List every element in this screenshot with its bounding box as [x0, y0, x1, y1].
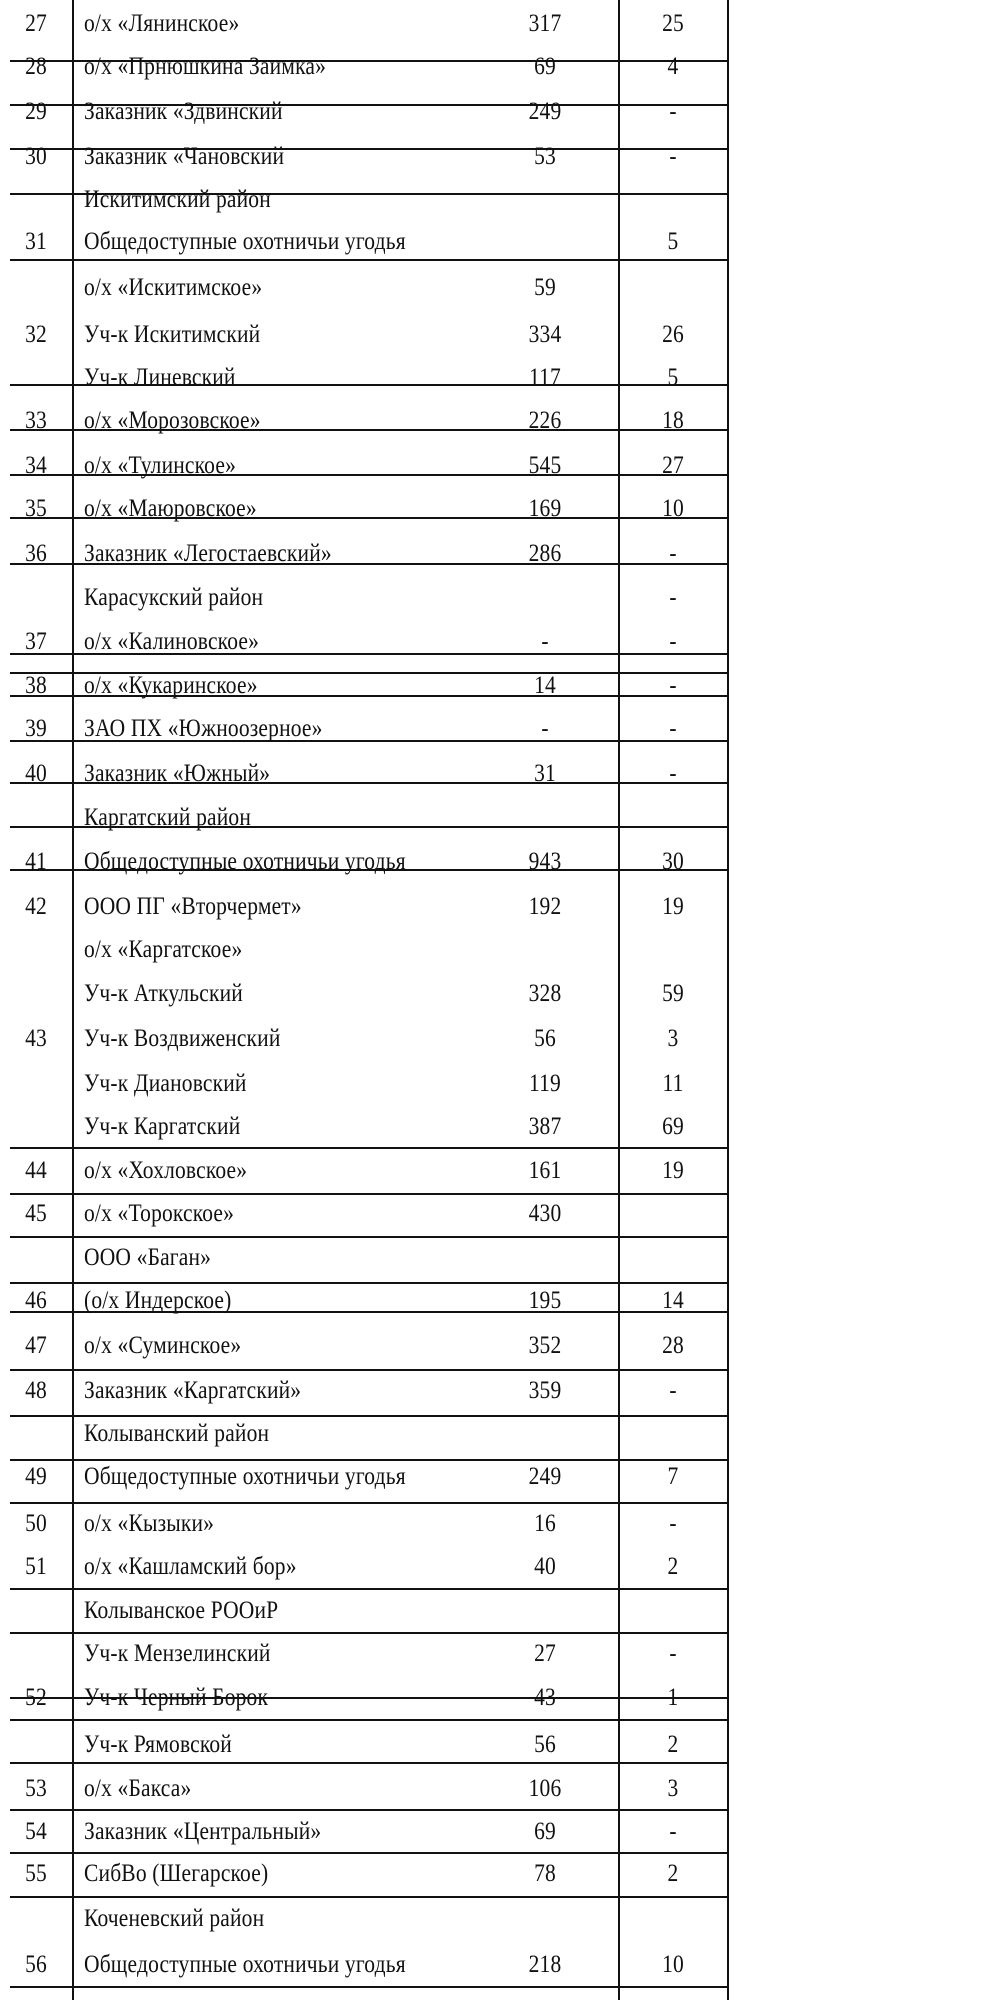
- value-b: 4: [667, 53, 679, 80]
- row-divider: [10, 1762, 728, 1764]
- value-a: 69: [534, 1818, 556, 1845]
- row-name: о/х «Хохловское»: [84, 1157, 248, 1184]
- value-a: 56: [534, 1731, 556, 1758]
- row-name: Уч-к Линевский: [84, 364, 236, 391]
- row-number: 45: [25, 1200, 47, 1227]
- row-name: Заказник «Чановский: [84, 143, 285, 170]
- row-name: о/х «Тулинское»: [84, 452, 236, 479]
- row-number: 46: [25, 1287, 47, 1314]
- row-number: 37: [25, 628, 47, 655]
- row-name: о/х «Бакса»: [84, 1775, 192, 1802]
- row-number: 29: [25, 98, 47, 125]
- column-divider: [72, 0, 74, 2000]
- row-name: Заказник «Центральный»: [84, 1818, 322, 1845]
- row-number: 44: [25, 1157, 47, 1184]
- value-b: 18: [662, 407, 684, 434]
- value-b: -: [669, 715, 677, 742]
- value-b: -: [669, 1510, 677, 1537]
- value-b: 10: [662, 1951, 684, 1978]
- row-name: Уч-к Воздвиженский: [84, 1025, 281, 1052]
- value-a: 352: [528, 1332, 562, 1359]
- row-name: Общедоступные охотничьи угодья: [84, 228, 406, 255]
- value-a: 249: [528, 98, 562, 125]
- value-b: 11: [662, 1070, 684, 1097]
- value-a: 78: [534, 1860, 556, 1887]
- row-name: о/х «Суминское»: [84, 1332, 242, 1359]
- row-divider: [10, 259, 728, 261]
- row-number: 27: [25, 10, 47, 37]
- row-number: 38: [25, 672, 47, 699]
- row-number: 52: [25, 1684, 47, 1711]
- value-a: 430: [528, 1200, 562, 1227]
- value-a: 27: [534, 1640, 556, 1667]
- value-b: 5: [667, 228, 679, 255]
- value-a: 117: [529, 364, 561, 391]
- value-b: -: [669, 1818, 677, 1845]
- value-a: 192: [528, 893, 562, 920]
- row-name: о/х «Морозовское»: [84, 407, 261, 434]
- value-b: 7: [667, 1463, 679, 1490]
- row-name: Уч-к Рямовской: [84, 1731, 232, 1758]
- value-a: -: [541, 628, 549, 655]
- row-name: Общедоступные охотничьи угодья: [84, 1463, 406, 1490]
- value-b: -: [669, 1640, 677, 1667]
- row-name: СибВо (Шегарское): [84, 1860, 269, 1887]
- row-name: о/х «Кукаринское»: [84, 672, 258, 699]
- value-a: 359: [528, 1377, 562, 1404]
- value-a: 16: [534, 1510, 556, 1537]
- value-a: 69: [534, 53, 556, 80]
- row-name: Уч-к Искитимский: [84, 321, 261, 348]
- row-name: о/х «Лянинское»: [84, 10, 240, 37]
- row-number: 48: [25, 1377, 47, 1404]
- row-number: 54: [25, 1818, 47, 1845]
- row-divider: [10, 1415, 728, 1417]
- row-name: ООО «Баган»: [84, 1244, 212, 1271]
- row-number: 36: [25, 540, 47, 567]
- value-a: 53: [534, 143, 556, 170]
- value-b: -: [669, 143, 677, 170]
- row-divider: [10, 1369, 728, 1371]
- row-name: о/х «Калиновское»: [84, 628, 260, 655]
- value-b: 3: [667, 1775, 679, 1802]
- value-b: 26: [662, 321, 684, 348]
- row-divider: [10, 1282, 728, 1284]
- row-name: Колыванское РООиР: [84, 1597, 279, 1624]
- value-a: 31: [534, 760, 556, 787]
- row-name: Уч-к Каргатский: [84, 1113, 241, 1140]
- value-a: 56: [534, 1025, 556, 1052]
- row-name: (о/х Индерское): [84, 1287, 232, 1314]
- row-name: Искитимский район: [84, 186, 271, 213]
- value-a: 328: [528, 980, 562, 1007]
- row-number: 43: [25, 1025, 47, 1052]
- value-b: 14: [662, 1287, 684, 1314]
- value-b: -: [669, 98, 677, 125]
- row-name: Карасукский район: [84, 584, 264, 611]
- value-b: 2: [667, 1553, 679, 1580]
- row-name: Заказник «Здвинский: [84, 98, 283, 125]
- value-a: 195: [528, 1287, 562, 1314]
- row-name: о/х «Кашламский бор»: [84, 1553, 297, 1580]
- value-a: 387: [528, 1113, 562, 1140]
- row-number: 47: [25, 1332, 47, 1359]
- value-a: -: [541, 715, 549, 742]
- value-a: 226: [528, 407, 562, 434]
- row-divider: [10, 1502, 728, 1504]
- value-b: 30: [662, 848, 684, 875]
- value-a: 40: [534, 1553, 556, 1580]
- row-number: 39: [25, 715, 47, 742]
- row-divider: [10, 1809, 728, 1811]
- value-b: 2: [667, 1860, 679, 1887]
- value-b: 2: [667, 1731, 679, 1758]
- row-name: Уч-к Мензелинский: [84, 1640, 271, 1667]
- row-name: ЗАО ПХ «Южноозерное»: [84, 715, 323, 742]
- value-a: 286: [528, 540, 562, 567]
- row-divider: [10, 1588, 728, 1590]
- row-name: ООО ПГ «Вторчермет»: [84, 893, 302, 920]
- row-number: 33: [25, 407, 47, 434]
- row-name: Общедоступные охотничьи угодья: [84, 1951, 406, 1978]
- value-b: 19: [662, 893, 684, 920]
- row-number: 42: [25, 893, 47, 920]
- row-number: 30: [25, 143, 47, 170]
- column-divider: [727, 0, 729, 2000]
- value-b: 5: [667, 364, 679, 391]
- row-name: Уч-к Диановский: [84, 1070, 247, 1097]
- row-name: Коченевский район: [84, 1905, 265, 1932]
- value-b: 28: [662, 1332, 684, 1359]
- row-number: 35: [25, 495, 47, 522]
- row-name: Каргатский район: [84, 804, 252, 831]
- value-a: 43: [534, 1684, 556, 1711]
- row-divider: [10, 1459, 728, 1461]
- value-b: -: [669, 672, 677, 699]
- row-number: 31: [25, 228, 47, 255]
- row-name: о/х «Прнюшкина Заимка»: [84, 53, 326, 80]
- column-divider: [618, 0, 620, 2000]
- row-name: о/х «Кызыки»: [84, 1510, 215, 1537]
- row-divider: [10, 1852, 728, 1854]
- row-number: 34: [25, 452, 47, 479]
- row-divider: [10, 1147, 728, 1149]
- row-number: 41: [25, 848, 47, 875]
- value-a: 14: [534, 672, 556, 699]
- row-number: 53: [25, 1775, 47, 1802]
- value-b: 19: [662, 1157, 684, 1184]
- value-b: 1: [667, 1684, 679, 1711]
- row-divider: [10, 1193, 728, 1195]
- value-a: 169: [528, 495, 562, 522]
- row-number: 51: [25, 1553, 47, 1580]
- value-b: -: [669, 760, 677, 787]
- row-name: о/х «Торокское»: [84, 1200, 235, 1227]
- row-name: о/х «Маюровское»: [84, 495, 257, 522]
- row-number: 28: [25, 53, 47, 80]
- value-a: 317: [528, 10, 562, 37]
- row-name: Колыванский район: [84, 1420, 270, 1447]
- row-divider: [10, 1632, 728, 1634]
- value-b: -: [669, 584, 677, 611]
- row-number: 32: [25, 321, 47, 348]
- row-name: Заказник «Южный»: [84, 760, 271, 787]
- row-name: Общедоступные охотничьи угодья: [84, 848, 406, 875]
- value-a: 943: [528, 848, 562, 875]
- value-a: 545: [528, 452, 562, 479]
- row-divider: [10, 1986, 728, 1988]
- row-name: Уч-к Черный Борок: [84, 1684, 269, 1711]
- row-number: 50: [25, 1510, 47, 1537]
- value-b: -: [669, 1377, 677, 1404]
- row-name: о/х «Каргатское»: [84, 936, 243, 963]
- value-b: 10: [662, 495, 684, 522]
- row-number: 49: [25, 1463, 47, 1490]
- row-divider: [10, 1719, 728, 1721]
- row-number: 56: [25, 1951, 47, 1978]
- value-b: -: [669, 540, 677, 567]
- row-divider: [10, 1236, 728, 1238]
- value-b: 25: [662, 10, 684, 37]
- row-divider: [10, 1896, 728, 1898]
- row-name: о/х «Искитимское»: [84, 274, 263, 301]
- value-a: 59: [534, 274, 556, 301]
- value-a: 249: [528, 1463, 562, 1490]
- value-b: 3: [667, 1025, 679, 1052]
- row-name: Заказник «Каргатский»: [84, 1377, 302, 1404]
- row-number: 40: [25, 760, 47, 787]
- row-number: 55: [25, 1860, 47, 1887]
- row-name: Заказник «Легостаевский»: [84, 540, 332, 567]
- row-name: Уч-к Аткульский: [84, 980, 243, 1007]
- value-b: 69: [662, 1113, 684, 1140]
- value-a: 161: [528, 1157, 562, 1184]
- value-a: 119: [529, 1070, 561, 1097]
- value-b: 59: [662, 980, 684, 1007]
- value-a: 106: [528, 1775, 562, 1802]
- value-a: 218: [528, 1951, 562, 1978]
- value-b: -: [669, 628, 677, 655]
- value-b: 27: [662, 452, 684, 479]
- value-a: 334: [528, 321, 562, 348]
